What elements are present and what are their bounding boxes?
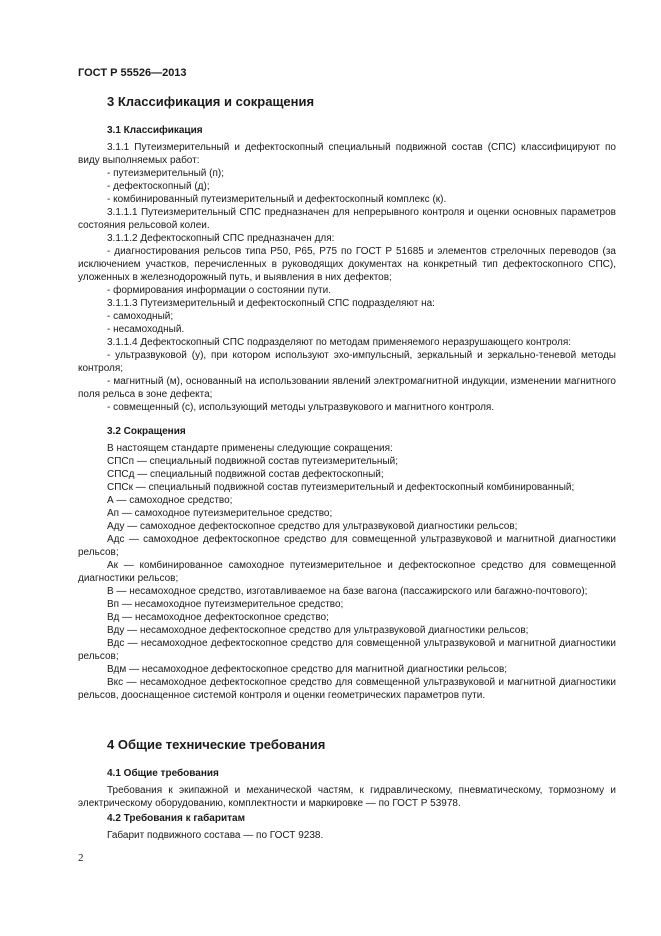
abbreviation-item: Ап — самоходное путеизмерительное средство; bbox=[107, 508, 333, 519]
list-item: - дефектоскопный (д); bbox=[107, 181, 210, 192]
list-item: - диагностирования рельсов типа Р50, Р65, Р75 по ГОСТ Р 51685 и элементов стрелочных переводов (за исключением участков, перечисленных в руководящих документах на конкретный тип дефектоскопного СПС), уложенных в железнодорожный путь, и выявления в них дефектов; bbox=[78, 246, 616, 283]
paragraph: 3.1.1.4 Дефектоскопный СПС подразделяют по методам применяемого неразрушающего контроля: bbox=[107, 337, 572, 348]
list-item: - путеизмерительный (п); bbox=[107, 168, 224, 179]
list-item: - несамоходный. bbox=[107, 324, 185, 335]
list-item: - комбинированный путеизмерительный и дефектоскопный комплекс (к). bbox=[107, 194, 447, 205]
abbreviation-item: А — самоходное средство; bbox=[107, 495, 233, 506]
paragraph: 3.1.1.1 Путеизмерительный СПС предназначен для непрерывного контроля и оценки основных параметров состояния рельсовой колеи. bbox=[78, 207, 616, 231]
list-item: - ультразвуковой (у), при котором используют эхо-импульсный, зеркальный и зеркально-теневой методы контроля; bbox=[78, 350, 616, 374]
paragraph: Габарит подвижного состава — по ГОСТ 9238. bbox=[107, 830, 324, 841]
section-3-2-body bbox=[78, 442, 616, 702]
section-4-1-title: 4.1 Общие требования bbox=[107, 768, 219, 779]
section-3-1-body bbox=[78, 141, 616, 414]
abbreviation-item: Вдм — несамоходное дефектоскопное средство для магнитной диагностики рельсов; bbox=[107, 664, 508, 675]
abbreviation-item: Вду — несамоходное дефектоскопное средство для ультразвуковой диагностики рельсов; bbox=[107, 625, 529, 636]
abbreviation-item: СПСп — специальный подвижной состав путеизмерительный; bbox=[107, 456, 399, 467]
paragraph: Требования к экипажной и механической частям, к гидравлическому, пневматическому, тормозному и электрическому оборудованию, комплектности и маркировке — по ГОСТ Р 53978. bbox=[78, 785, 616, 809]
list-item: - формирования информации о состоянии пути. bbox=[107, 285, 331, 296]
section-3-1-title: 3.1 Классификация bbox=[107, 125, 203, 136]
abbreviation-item: Вп — несамоходное путеизмерительное средство; bbox=[107, 599, 344, 610]
document-header: ГОСТ Р 55526—2013 bbox=[78, 67, 187, 79]
page-number: 2 bbox=[78, 852, 84, 864]
section-3-2-title: 3.2 Сокращения bbox=[107, 426, 186, 437]
abbreviation-item: Аду — самоходное дефектоскопное средство для ультразвуковой диагностики рельсов; bbox=[107, 521, 518, 532]
abbreviation-item: Адс — самоходное дефектоскопное средство для совмещенной ультразвуковой и магнитной диагностики рельсов; bbox=[78, 534, 616, 558]
section-4-1-body bbox=[78, 784, 616, 810]
abbreviation-item: В — несамоходное средство, изготавливаемое на базе вагона (пассажирского или багажно-почтового); bbox=[107, 586, 588, 597]
section-4-2-title: 4.2 Требования к габаритам bbox=[107, 813, 245, 824]
paragraph: В настоящем стандарте применены следующие сокращения: bbox=[107, 443, 393, 454]
section-3-title: 3 Классификация и сокращения bbox=[107, 94, 315, 109]
abbreviation-item: Вкс — несамоходное дефектоскопное средство для совмещенной ультразвуковой и магнитной диагностики рельсов, дооснащенное системой контроля и оценки геометрических параметров пути. bbox=[78, 677, 616, 701]
abbreviation-item: Вд — несамоходное дефектоскопное средство; bbox=[107, 612, 329, 623]
section-4-title: 4 Общие технические требования bbox=[107, 737, 326, 752]
list-item: - совмещенный (с), использующий методы ультразвукового и магнитного контроля. bbox=[107, 402, 495, 413]
paragraph: 3.1.1.2 Дефектоскопный СПС предназначен для: bbox=[107, 233, 335, 244]
abbreviation-item: СПСк — специальный подвижной состав путеизмерительный и дефектоскопный комбинированный; bbox=[107, 482, 575, 493]
abbreviation-item: СПСд — специальный подвижной состав дефектоскопный; bbox=[107, 469, 384, 480]
paragraph: 3.1.1.3 Путеизмерительный и дефектоскопный СПС подразделяют на: bbox=[107, 298, 435, 309]
paragraph: 3.1.1 Путеизмерительный и дефектоскопный специальный подвижной состав (СПС) классифицируют по виду выполняемых работ: bbox=[78, 142, 616, 166]
list-item: - магнитный (м), основанный на использовании явлений электромагнитной индукции, изменении магнитного поля рельса в зоне дефекта; bbox=[78, 376, 616, 400]
abbreviation-item: Ак — комбинированное самоходное путеизмерительное и дефектоскопное средство для совмещенной диагностики рельсов; bbox=[78, 560, 616, 584]
abbreviation-item: Вдс — несамоходное дефектоскопное средство для совмещенной ультразвуковой и магнитной диагностики рельсов; bbox=[78, 638, 616, 662]
list-item: - самоходный; bbox=[107, 311, 174, 322]
section-4-2-body bbox=[78, 829, 616, 842]
